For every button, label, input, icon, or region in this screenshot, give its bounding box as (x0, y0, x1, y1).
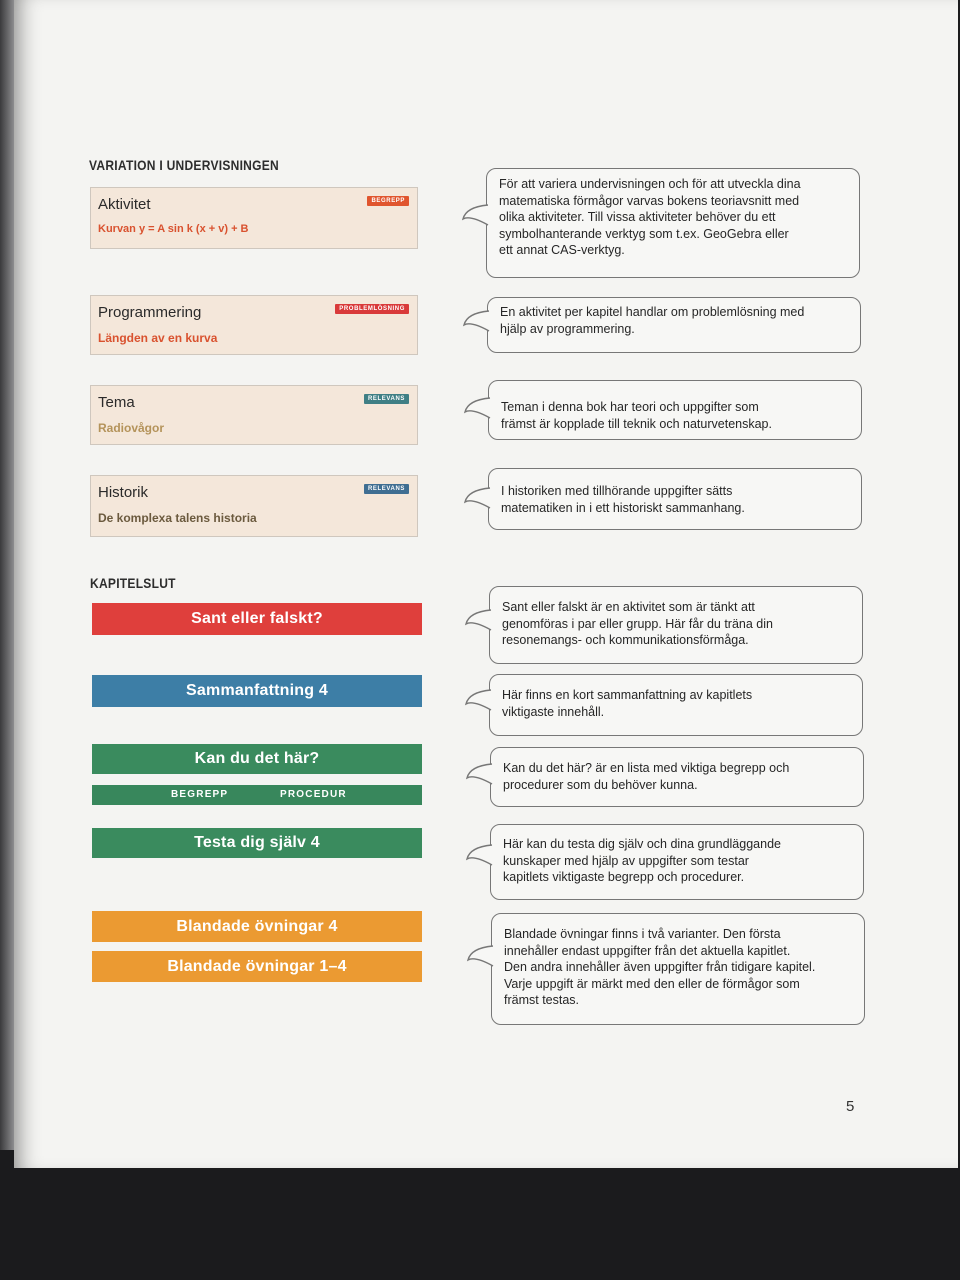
card-aktivitet (90, 187, 418, 249)
bubble-line: För att variera undervisningen och för att utveckla dina (499, 177, 801, 191)
bubble-line: Varje uppgift är märkt med den eller de förmågor som (504, 976, 800, 991)
bubble-tema (488, 380, 862, 440)
bar-blandade-ovningar-4: Blandade övningar 4 (92, 911, 422, 942)
bubble-sant-eller-falskt (489, 586, 863, 664)
bubble-tail (462, 396, 492, 426)
bubble-line: främst testas. (504, 993, 580, 1007)
card-title: Historik (98, 484, 149, 501)
bubble-line: I historiken med tillhörande uppgifter sätts (501, 484, 733, 498)
section-heading-variation: VARIATION I UNDERVISNINGEN (89, 157, 280, 173)
bubble-programmering (487, 297, 861, 353)
bubble-line: främst är kopplade till teknik och naturvetenskap. (501, 416, 772, 431)
bubble-line: matematiska förmågor varvas bokens teoriavsnitt med (499, 193, 800, 208)
bubble-testa-dig-sjalv (490, 824, 864, 900)
bubble-historik (488, 468, 862, 530)
bubble-tail (461, 309, 491, 339)
card-tema (90, 385, 418, 445)
bar-kan-du-sub (92, 785, 422, 805)
section-heading-kapitelslut: KAPITELSLUT (90, 575, 176, 591)
card-subtitle: De komplexa talens historia (98, 511, 257, 525)
bubble-line: genomföras i par eller grupp. Här får du träna din (502, 616, 773, 631)
label-begrepp: BEGREPP (171, 789, 229, 800)
bubble-line: Här finns en kort sammanfattning av kapitlets (502, 688, 753, 702)
bar-sammanfattning: Sammanfattning 4 (92, 675, 422, 707)
bubble-line: resonemangs- och kommunikationsförmåga. (502, 633, 749, 647)
bubble-line: innehåller endast uppgifter från det aktuella kapitlet. (504, 943, 791, 958)
bubble-line: symbolhanterande verktyg som t.ex. GeoGebra eller (499, 226, 789, 241)
bar-blandade-ovningar-1-4: Blandade övningar 1–4 (92, 951, 422, 982)
bubble-tail (460, 203, 490, 233)
bubble-line: matematiken in i ett historiskt sammanhang. (501, 500, 745, 515)
bubble-line: En aktivitet per kapitel handlar om problemlösning med (500, 305, 805, 319)
bar-sant-eller-falskt: Sant eller falskt? (92, 603, 422, 635)
bubble-line: Sant eller falskt är en aktivitet som är tänkt att (502, 600, 755, 614)
bubble-line: Teman i denna bok har teori och uppgifter som (501, 400, 759, 414)
bubble-tail (463, 688, 493, 718)
bubble-line: kunskaper med hjälp av uppgifter som testar (503, 853, 749, 868)
bubble-line: olika aktiviteter. Till vissa aktiviteter behöver du ett (499, 210, 776, 224)
bubble-tail (462, 486, 492, 516)
card-title: Programmering (98, 304, 202, 321)
bubble-tail (464, 762, 494, 792)
bubble-line: procedurer som du behöver kunna. (503, 777, 698, 792)
card-subtitle: Radiovågor (98, 421, 165, 435)
bar-kan-du-det-har: Kan du det här? (92, 744, 422, 774)
bubble-sammanfattning (489, 674, 863, 736)
card-historik (90, 475, 418, 537)
bubble-line: viktigaste innehåll. (502, 704, 605, 719)
book-spine (0, 0, 14, 1150)
bubble-aktivitet (486, 168, 860, 278)
card-subtitle: Längden av en kurva (98, 331, 218, 345)
bubble-line: hjälp av programmering. (500, 321, 635, 336)
bubble-line: Den andra innehåller även uppgifter från tidigare kapitel. (504, 960, 816, 974)
bubble-line: Blandade övningar finns i två varianter. Den första (504, 927, 781, 941)
tag-relevans: RELEVANS (364, 484, 409, 494)
tag-relevans: RELEVANS (364, 394, 409, 404)
bubble-tail (463, 608, 493, 638)
tag-problemlosning: PROBLEMLÖSNING (335, 304, 409, 314)
bubble-line: Kan du det här? är en lista med viktiga begrepp och (503, 761, 790, 775)
bubble-tail (464, 843, 494, 873)
card-title: Tema (98, 394, 135, 411)
bubble-kan-du-det-har (490, 747, 864, 807)
bubble-line: kapitlets viktigaste begrepp och procedurer. (503, 870, 745, 884)
card-subtitle: Kurvan y = A sin k (x + v) + B (98, 223, 249, 235)
card-title: Aktivitet (98, 196, 151, 213)
page-number: 5 (846, 1098, 855, 1115)
bubble-tail (465, 944, 495, 974)
bubble-line: Här kan du testa dig själv och dina grundläggande (503, 837, 781, 851)
bubble-line: ett annat CAS-verktyg. (499, 243, 625, 257)
card-programmering (90, 295, 418, 355)
label-procedur: PROCEDUR (280, 789, 347, 800)
bubble-blandade-ovningar (491, 913, 865, 1025)
tag-begrepp: BEGREPP (367, 196, 409, 206)
bar-testa-dig-sjalv: Testa dig själv 4 (92, 828, 422, 858)
